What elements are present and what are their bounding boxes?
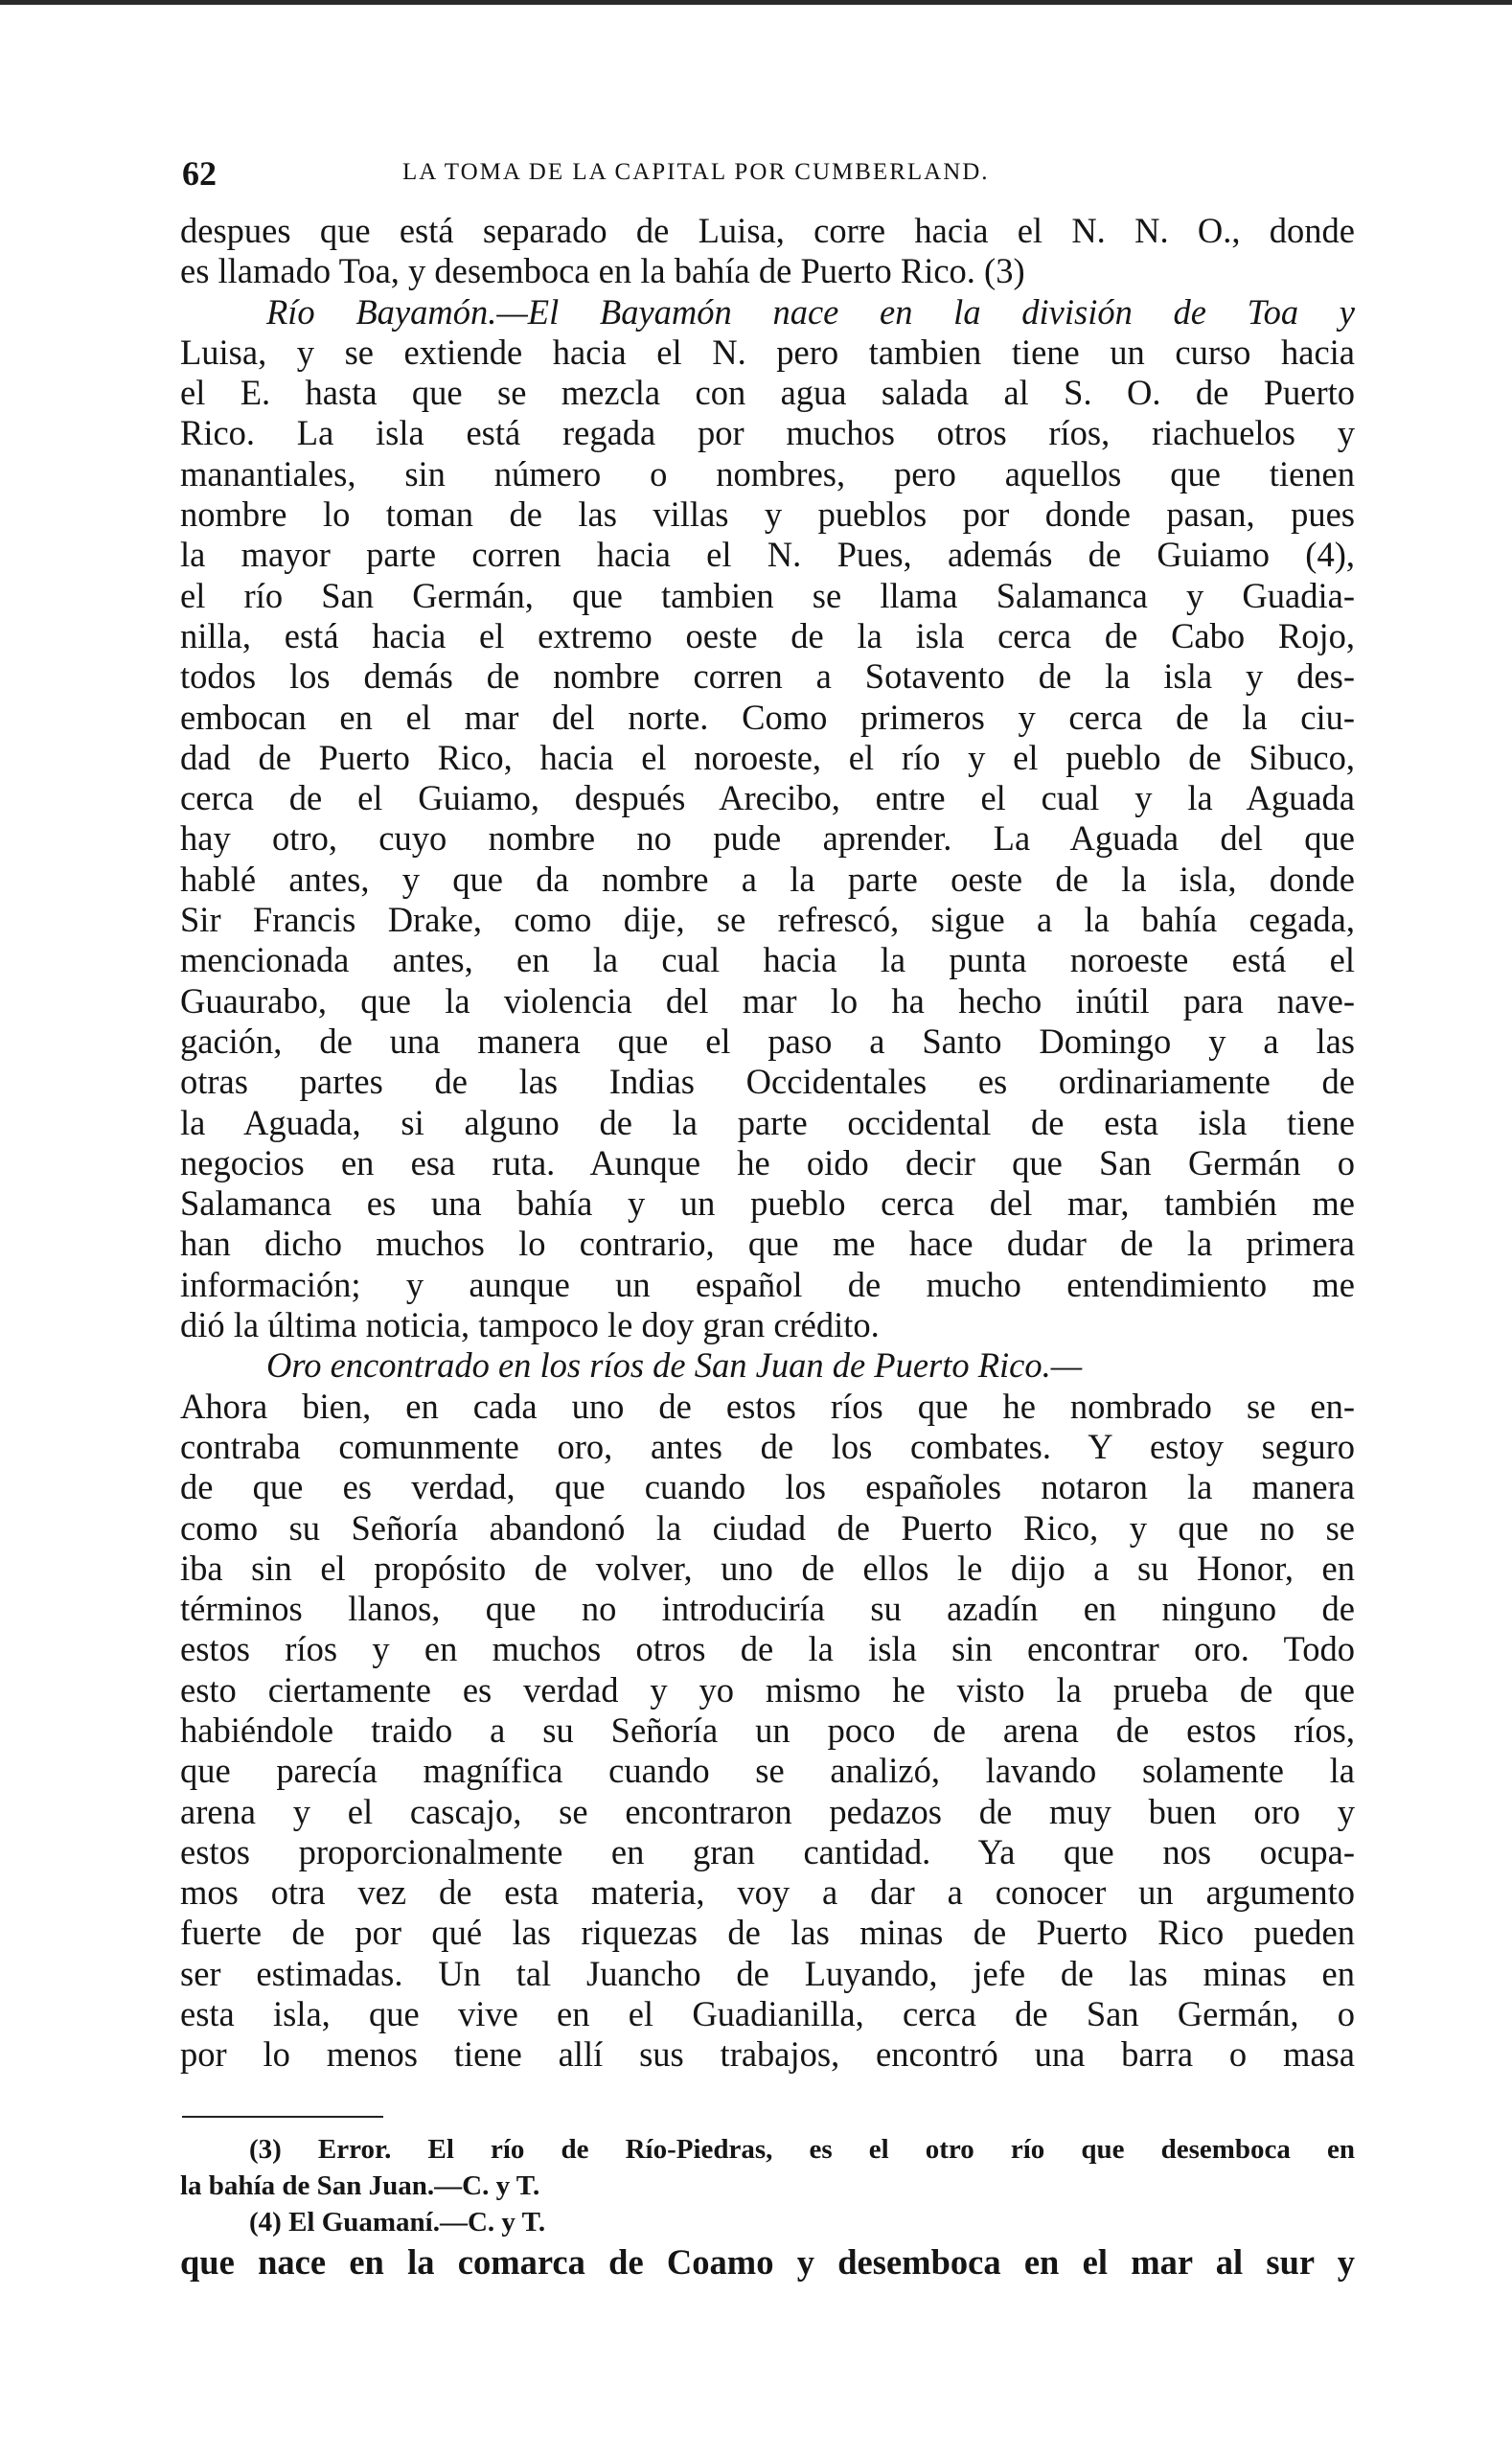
body-line: la mayor parte corren hacia el N. Pues, además de Guiamo (4), — [180, 535, 1355, 575]
page-number: 62 — [182, 154, 217, 193]
body-line: esto ciertamente es verdad y yo mismo he visto la prueba de que — [180, 1669, 1355, 1710]
body-line: la Aguada, si alguno de la parte occidental de esta isla tiene — [180, 1102, 1355, 1142]
body-line: Rico. La isla está regada por muchos otros ríos, riachuelos y — [180, 413, 1355, 453]
body-line: hay otro, cuyo nombre no pude aprender. La Aguada del que — [180, 818, 1355, 859]
body-line: han dicho muchos lo contrario, que me hace dudar de la primera — [180, 1224, 1355, 1264]
body-line: Luisa, y se extiende hacia el N. pero tambien tiene un curso hacia — [180, 332, 1355, 372]
body-line: Ahora bien, en cada uno de estos ríos que he nombrado se en- — [180, 1386, 1355, 1426]
body-line: estos proporcionalmente en gran cantidad. Ya que nos ocupa- — [180, 1831, 1355, 1871]
body-line: que parecía magnífica cuando se analizó, lavando solamente la — [180, 1751, 1355, 1791]
body-line: dió la última noticia, tampoco le doy gran crédito. — [180, 1305, 880, 1345]
body-line: es llamado Toa, y desemboca en la bahía de Puerto Rico. (3) — [180, 251, 1025, 291]
body-line: habiéndole traido a su Señoría un poco de arena de estos ríos, — [180, 1710, 1355, 1750]
body-text — [180, 211, 1355, 2076]
body-line: otras partes de las Indias Occidentales es ordinariamente de — [180, 1062, 1355, 1102]
body-line: mencionada antes, en la cual hacia la punta noroeste está el — [180, 940, 1355, 980]
footnote-3-continuation: la bahía de San Juan.—C. y T. — [180, 2170, 540, 2201]
page-top-edge — [0, 0, 1512, 5]
running-title: LA TOMA DE LA CAPITAL POR CUMBERLAND. — [402, 159, 990, 185]
body-line: dad de Puerto Rico, hacia el noroeste, el río y el pueblo de Sibuco, — [180, 737, 1355, 777]
body-line: ser estimadas. Un tal Juancho de Luyando, jefe de las minas en — [180, 1953, 1355, 1993]
body-line: despues que está separado de Luisa, corre hacia el N. N. O., donde — [180, 211, 1355, 250]
body-line: cerca de el Guiamo, después Arecibo, entre el cual y la Aguada — [180, 778, 1355, 818]
body-line: como su Señoría abandonó la ciudad de Puerto Rico, y que no se — [180, 1507, 1355, 1548]
body-line: hablé antes, y que da nombre a la parte oeste de la isla, donde — [180, 859, 1355, 899]
continuation-line: que nace en la comarca de Coamo y desemboca en el mar al sur y — [180, 2242, 1355, 2282]
body-line: estos ríos y en muchos otros de la isla sin encontrar oro. Todo — [180, 1629, 1355, 1669]
section-heading-rio-bayamon: Río Bayamón.—El Bayamón nace en la división de Toa y — [266, 291, 1355, 332]
body-line: embocan en el mar del norte. Como primeros y cerca de la ciu- — [180, 697, 1355, 737]
body-line: todos los demás de nombre corren a Sotavento de la isla y des- — [180, 656, 1355, 697]
section-heading-oro-encontrado: Oro encontrado en los ríos de San Juan de Puerto Rico.— — [266, 1345, 1083, 1386]
footnote-4: (4) El Guamaní.—C. y T. — [249, 2207, 546, 2238]
body-line: el río San Germán, que tambien se llama Salamanca y Guadia- — [180, 575, 1355, 615]
body-line: información; y aunque un español de mucho entendimiento me — [180, 1264, 1355, 1304]
body-line: arena y el cascajo, se encontraron pedazos de muy buen oro y — [180, 1791, 1355, 1831]
body-line: iba sin el propósito de volver, uno de ellos le dijo a su Honor, en — [180, 1548, 1355, 1588]
body-line: manantiales, sin número o nombres, pero aquellos que tienen — [180, 453, 1355, 493]
body-line: nilla, está hacia el extremo oeste de la isla cerca de Cabo Rojo, — [180, 615, 1355, 655]
body-line: gación, de una manera que el paso a Santo Domingo y a las — [180, 1021, 1355, 1061]
footnote-divider — [182, 2116, 383, 2118]
body-line: términos llanos, que no introduciría su azadín en ninguno de — [180, 1589, 1355, 1629]
body-line: nombre lo toman de las villas y pueblos por donde pasan, pues — [180, 494, 1355, 535]
body-line: fuerte de por qué las riquezas de las minas de Puerto Rico pueden — [180, 1913, 1355, 1953]
footnote-3: (3) Error. El río de Río-Piedras, es el otro río que desemboca en — [249, 2134, 1355, 2165]
body-line: por lo menos tiene allí sus trabajos, encontró una barra o masa — [180, 2034, 1355, 2075]
body-line: Sir Francis Drake, como dije, se refrescó, sigue a la bahía cegada, — [180, 900, 1355, 940]
body-line: el E. hasta que se mezcla con agua salada al S. O. de Puerto — [180, 373, 1355, 413]
body-line: mos otra vez de esta materia, voy a dar a conocer un argumento — [180, 1872, 1355, 1913]
body-line: Guaurabo, que la violencia del mar lo ha hecho inútil para nave- — [180, 980, 1355, 1021]
body-line: Salamanca es una bahía y un pueblo cerca del mar, también me — [180, 1183, 1355, 1224]
page-header — [182, 153, 1361, 201]
body-line: de que es verdad, que cuando los españoles notaron la manera — [180, 1467, 1355, 1507]
body-line: negocios en esa ruta. Aunque he oido decir que San Germán o — [180, 1142, 1355, 1182]
body-line: esta isla, que vive en el Guadianilla, cerca de San Germán, o — [180, 1994, 1355, 2034]
footnotes — [180, 2131, 1355, 2240]
body-line: contraba comunmente oro, antes de los combates. Y estoy seguro — [180, 1426, 1355, 1466]
